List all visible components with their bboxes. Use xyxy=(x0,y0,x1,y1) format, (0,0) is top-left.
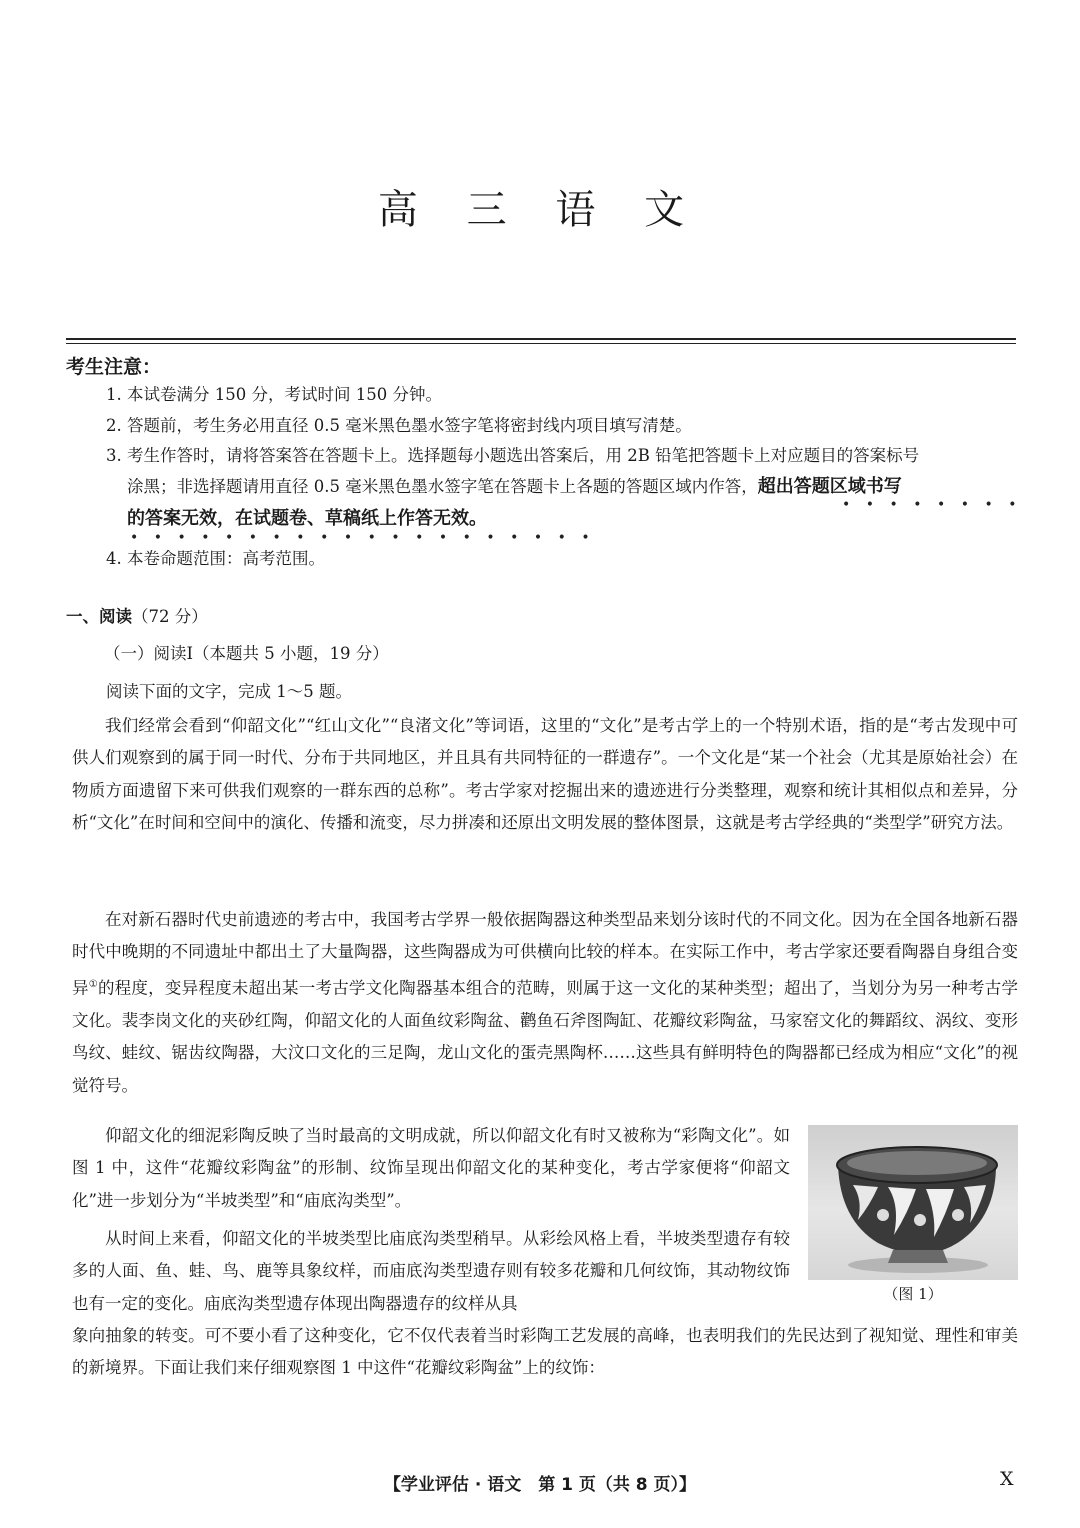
header-divider-thick xyxy=(66,338,1016,340)
notice-item-3-line-1: 3. 考生作答时，请将答案答在答题卡上。选择题每小题选出答案后，用 2B 铅笔把答题卡上对应题目的答案标号 xyxy=(106,446,920,465)
figure-1-pottery-basin xyxy=(808,1125,1018,1280)
figure-1-caption: （图 1） xyxy=(883,1285,943,1303)
paragraph-2-part-1: 在对新石器时代史前遗迹的考古中，我国考古学界一般依据陶器这种类型品来划分该时代的不同文化。因为在全国各地新石器时代中晚期的不同遗址中都出土了大量陶器，这些陶器成为可供横向比较的样本。在实际工作中，考古学家还要看陶器自身组合变异 xyxy=(72,910,1018,998)
notice-item-3-emphasis: 超出答题区域书写 xyxy=(757,476,902,497)
pottery-basin-illustration xyxy=(808,1125,1018,1280)
notice-item-3-text: 涂黑；非选择题请用直径 0.5 毫米黑色墨水签字笔在答题卡上各题的答题区域内作答， xyxy=(127,477,758,496)
reading-instruction: 阅读下面的文字，完成 1～5 题。 xyxy=(106,682,352,701)
emphasis-dots-line-2: •••••••• xyxy=(842,497,1033,513)
section-title: 一、阅读 xyxy=(66,607,132,626)
page-title: 高 三 语 文 xyxy=(377,187,703,233)
notice-heading: 考生注意： xyxy=(66,356,162,378)
paragraph-4-wide: 象向抽象的转变。可不要小看了这种变化，它不仅代表着当时彩陶工艺发展的高峰，也表明我们的先民达到了视知觉、理性和审美的新境界。下面让我们来仔细观察图 1 中这件“花瓣纹彩陶盆”上的纹饰： xyxy=(72,1326,1018,1378)
footnote-marker: ① xyxy=(88,978,98,990)
paragraph-3: 仰韶文化的细泥彩陶反映了当时最高的文明成就，所以仰韶文化有时又被称为“彩陶文化”。如图 1 中，这件“花瓣纹彩陶盆”的形制、纹饰呈现出仰韶文化的某种变化，考古学家便将“仰韶文化”进一步划分为“半坡类型”和“庙底沟类型”。 xyxy=(72,1126,790,1210)
notice-item-3-line-2 xyxy=(127,475,902,499)
page-footer: 【学业评估 · 语文 第 1 页（共 8 页）】 xyxy=(383,1475,697,1495)
paragraph-1: 我们经常会看到“仰韶文化”“红山文化”“良渚文化”等词语，这里的“文化”是考古学上的一个特别术语，指的是“考古发现中可供人们观察到的属于同一时代、分布于共同地区，并且具有共同特征的一群遗存”。一个文化是“某一个社会（尤其是原始社会）在物质方面遗留下来可供我们观察的一群东西的总称”。考古学家对挖掘出来的遗迹进行分类整理，观察和统计其相似点和差异，分析“文化”在时间和空间中的演化、传播和流变，尽力拼凑和还原出文明发展的整体图景，这就是考古学经典的“类型学”研究方法。 xyxy=(72,716,1018,833)
emphasis-dots-line-3: •••••••••••••••••••• xyxy=(130,530,606,546)
notice-item-4: 4. 本卷命题范围：高考范围。 xyxy=(106,549,325,568)
paragraph-2 xyxy=(72,904,1018,1102)
paragraph-4-narrow: 从时间上来看，仰韶文化的半坡类型比庙底沟类型稍早。从彩绘风格上看，半坡类型遗存有较多的人面、鱼、蛙、鸟、鹿等具象纹样，而庙底沟类型遗存则有较多花瓣和几何纹饰，其动物纹饰也有一定的变化。庙底沟类型遗存体现出陶器遗存的纹样从具 xyxy=(72,1229,790,1313)
header-divider-thin xyxy=(66,343,1016,344)
footer-version-mark: X xyxy=(1000,1468,1014,1490)
notice-item-1: 1. 本试卷满分 150 分，考试时间 150 分钟。 xyxy=(106,385,442,404)
paragraph-2-part-2: 的程度，变异程度未超出某一考古学文化陶器基本组合的范畴，则属于这一文化的某种类型；超出了，当划分为另一种考古学文化。裴李岗文化的夹砂红陶，仰韶文化的人面鱼纹彩陶盆、鹳鱼石斧图陶缸、花瓣纹彩陶盆，马家窑文化的舞蹈纹、涡纹、变形鸟纹、蛙纹、锯齿纹陶器，大汶口文化的三足陶，龙山文化的蛋壳黑陶杯……这些具有鲜明特色的陶器都已经成为相应“文化”的视觉符号。 xyxy=(72,978,1019,1095)
section-heading xyxy=(66,605,208,629)
sub-section-heading: （一）阅读Ⅰ（本题共 5 小题，19 分） xyxy=(104,644,389,663)
notice-item-2: 2. 答题前，考生务必用直径 0.5 毫米黑色墨水签字笔将密封线内项目填写清楚。 xyxy=(106,416,692,435)
notice-item-3-line-3: 的答案无效，在试题卷、草稿纸上作答无效。 xyxy=(127,508,487,529)
section-score: （72 分） xyxy=(132,607,208,626)
